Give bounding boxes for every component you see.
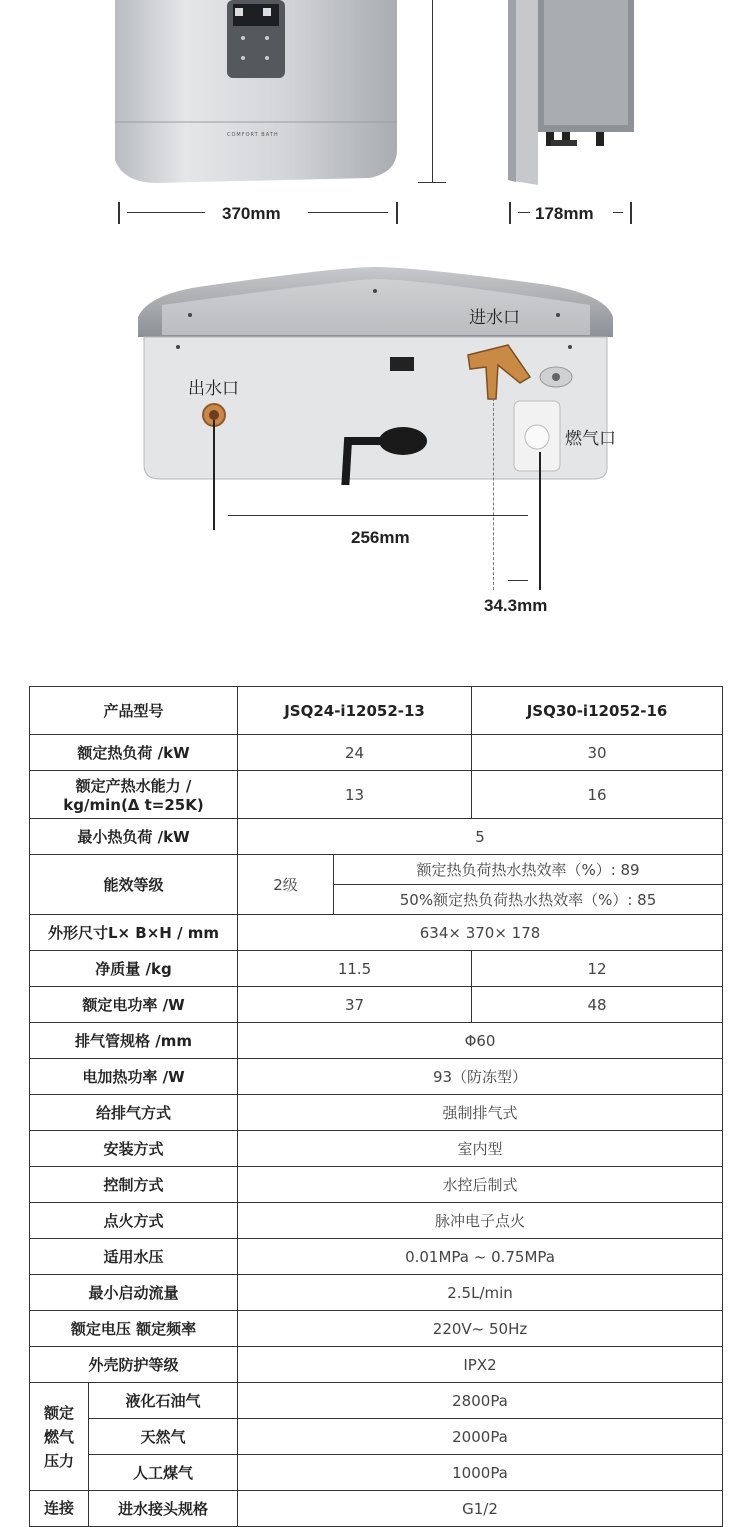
row-value: Φ60 xyxy=(238,1023,723,1059)
gas-pressure-group-label: 额定燃气压力 xyxy=(30,1383,89,1491)
width-dim-line-left xyxy=(127,212,205,213)
gas-guide-line xyxy=(539,452,541,590)
row-value: 2800Pa xyxy=(238,1383,723,1419)
table-row xyxy=(30,1059,723,1095)
row-label-line: 额定产热水能力 / xyxy=(75,777,192,795)
spacing-dimension-label: 256mm xyxy=(351,528,410,547)
row-value: 37 xyxy=(238,987,472,1023)
water-inlet-label: 进水口 xyxy=(469,308,520,328)
table-row xyxy=(30,1023,723,1059)
table-row xyxy=(30,1311,723,1347)
row-value: 2000Pa xyxy=(238,1419,723,1455)
row-value: 24 xyxy=(238,735,472,771)
width-dim-tick-right xyxy=(396,202,398,224)
width-dimension-label: 370mm xyxy=(222,204,281,223)
row-value: 220V~ 50Hz xyxy=(238,1311,723,1347)
spacing-dim-line xyxy=(228,515,528,516)
table-row xyxy=(30,1167,723,1203)
row-value: 2.5L/min xyxy=(238,1275,723,1311)
heater-front-view xyxy=(115,0,397,185)
row-value: 室内型 xyxy=(238,1131,723,1167)
table-row xyxy=(30,687,723,735)
row-value: 93（防冻型） xyxy=(238,1059,723,1095)
header-label: 产品型号 xyxy=(30,687,238,735)
table-row xyxy=(30,1095,723,1131)
depth-dimension-label: 178mm xyxy=(535,204,594,223)
row-label: 适用水压 xyxy=(30,1239,238,1275)
table-row xyxy=(30,1203,723,1239)
row-value: 50%额定热负荷热水热效率（%）: 85 xyxy=(334,885,723,915)
table-row xyxy=(30,855,723,885)
row-label: 给排气方式 xyxy=(30,1095,238,1131)
width-dim-tick-left xyxy=(118,202,120,224)
table-row xyxy=(30,1455,723,1491)
row-label: 额定电压 额定频率 xyxy=(30,1311,238,1347)
gas-inlet-label: 燃气口 xyxy=(565,429,616,449)
row-value: 13 xyxy=(238,771,472,819)
connection-group-label: 连接 xyxy=(30,1491,89,1527)
table-row xyxy=(30,1347,723,1383)
depth-dim-tick-right xyxy=(630,202,632,224)
table-row xyxy=(30,1131,723,1167)
height-dimension-tick xyxy=(418,182,446,183)
brand-text: COMFORT BATH xyxy=(227,132,279,138)
row-label: 进水接头规格 xyxy=(89,1491,238,1527)
heater-side-view xyxy=(506,0,636,185)
row-label: 额定电功率 /W xyxy=(30,987,238,1023)
table-row xyxy=(30,951,723,987)
row-label-line: kg/min(Δ t=25K) xyxy=(63,796,204,814)
row-value: 16 xyxy=(472,771,723,819)
row-value: 5 xyxy=(238,819,723,855)
table-row xyxy=(30,819,723,855)
width-dim-line-right xyxy=(308,212,388,213)
table-row xyxy=(30,735,723,771)
row-value: 2级 xyxy=(238,855,334,915)
row-value: 48 xyxy=(472,987,723,1023)
row-value: 强制排气式 xyxy=(238,1095,723,1131)
table-row xyxy=(30,1491,723,1527)
offset-dimension-label: 34.3mm xyxy=(484,596,548,615)
row-label: 外形尺寸L× B×H / mm xyxy=(30,915,238,951)
depth-dim-line-left xyxy=(518,212,530,213)
table-row xyxy=(30,915,723,951)
row-value: 脉冲电子点火 xyxy=(238,1203,723,1239)
row-value: 634× 370× 178 xyxy=(238,915,723,951)
row-value: 额定热负荷热水热效率（%）: 89 xyxy=(334,855,723,885)
table-row xyxy=(30,1275,723,1311)
row-value: 0.01MPa ~ 0.75MPa xyxy=(238,1239,723,1275)
inlet-guide-dashed xyxy=(493,398,494,590)
table-row xyxy=(30,1383,723,1419)
row-label: 能效等级 xyxy=(30,855,238,915)
row-label: 控制方式 xyxy=(30,1167,238,1203)
row-label: 液化石油气 xyxy=(89,1383,238,1419)
row-value: IPX2 xyxy=(238,1347,723,1383)
row-label: 人工煤气 xyxy=(89,1455,238,1491)
row-value: G1/2 xyxy=(238,1491,723,1527)
table-row xyxy=(30,1419,723,1455)
row-label: 天然气 xyxy=(89,1419,238,1455)
row-label: 净质量 /kg xyxy=(30,951,238,987)
table-row xyxy=(30,771,723,819)
row-value: 1000Pa xyxy=(238,1455,723,1491)
row-label: 点火方式 xyxy=(30,1203,238,1239)
row-value: 11.5 xyxy=(238,951,472,987)
row-label: 外壳防护等级 xyxy=(30,1347,238,1383)
table-row xyxy=(30,987,723,1023)
row-label: 排气管规格 /mm xyxy=(30,1023,238,1059)
spec-table xyxy=(29,686,723,1527)
depth-dim-line-right xyxy=(613,212,623,213)
model-a-name: JSQ24-i12052-13 xyxy=(238,687,472,735)
model-b-name: JSQ30-i12052-16 xyxy=(472,687,723,735)
row-label: 最小热负荷 /kW xyxy=(30,819,238,855)
water-outlet-label: 出水口 xyxy=(188,379,239,399)
row-label: 安装方式 xyxy=(30,1131,238,1167)
offset-dim-line xyxy=(508,580,528,581)
row-label xyxy=(30,771,238,819)
row-label: 最小启动流量 xyxy=(30,1275,238,1311)
row-value: 30 xyxy=(472,735,723,771)
row-value: 12 xyxy=(472,951,723,987)
row-label: 额定热负荷 /kW xyxy=(30,735,238,771)
table-row xyxy=(30,1239,723,1275)
row-label: 电加热功率 /W xyxy=(30,1059,238,1095)
outlet-guide-line xyxy=(213,420,215,530)
height-dimension-line xyxy=(432,0,433,183)
row-value: 水控后制式 xyxy=(238,1167,723,1203)
depth-dim-tick-left xyxy=(509,202,511,224)
